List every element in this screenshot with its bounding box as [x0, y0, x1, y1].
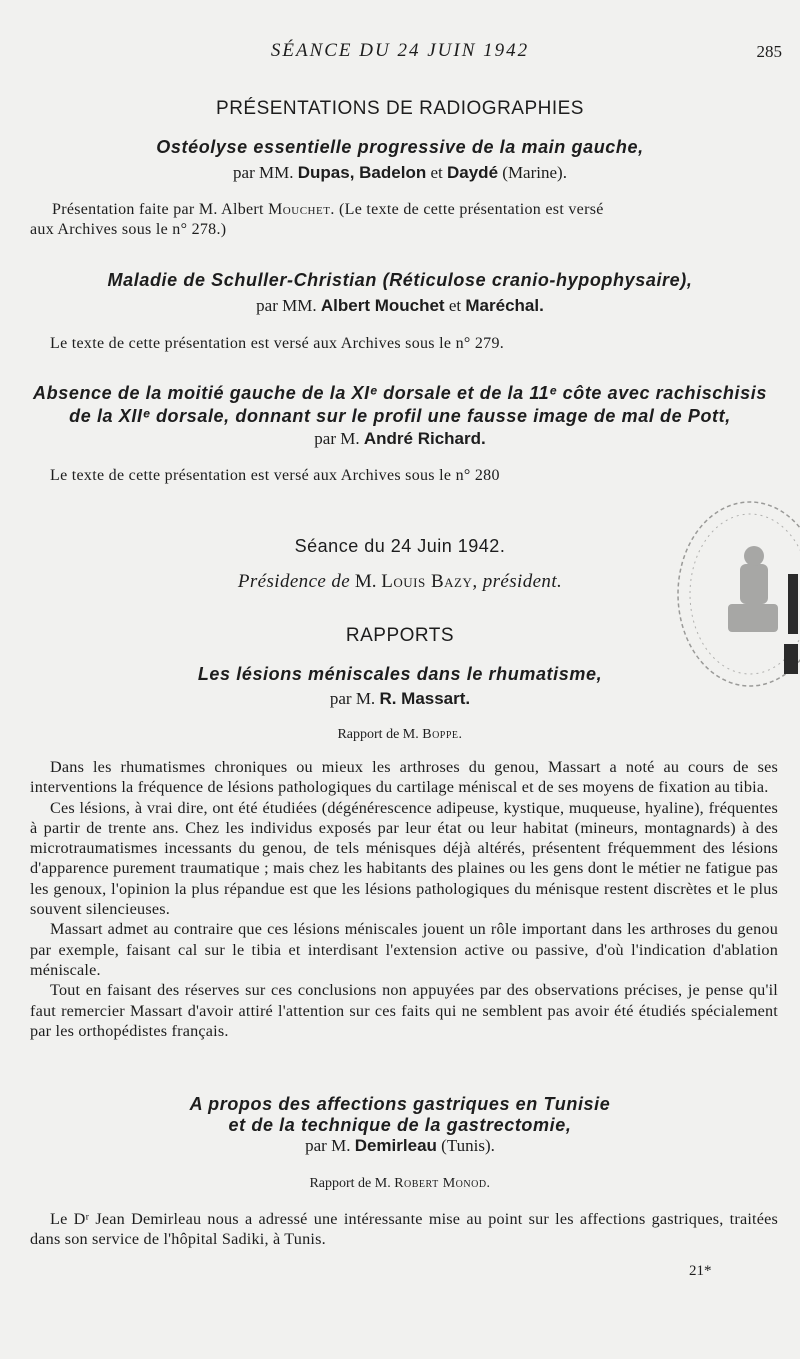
rapport-1-byline: par M. R. Massart.	[329, 689, 471, 708]
rapport-1-paragraph: Ces lésions, à vrai dire, ont été étudiées (dégénérescence adipeuse, kystique, muqueuse, hyaline), fréquentes à partir de trente ans. Chez les individus exposés par leur état ou leur habitat (mineurs, montagnards) à des microtraumatismes incessants du genou, de tels ménisques déjà altérés, présentent fréquemment des lésions d'apparence purement traumatique ; mais chez les habitants des plaines ou les gens dont le métier ne fatigue pas les genoux, l'opinion la plus répandue est que les lésions pathologiques du ménisque restent discrètes et le plus souvent silencieuses.	[30, 798, 778, 919]
presentation-1-title: Ostéolyse essentielle progressive de la main gauche,	[156, 137, 644, 157]
seance-title: Séance du 24 Juin 1942.	[294, 536, 506, 556]
rapport-1-paragraph: Massart admet au contraire que ces lésions méniscales jouent un rôle important dans les arthroses du genou par exemple, faisant cal sur le tibia et interdisant l'extension active ou passive, d'où l'indication d'ablation méniscale.	[30, 920, 778, 979]
rapport-1-paragraph: Dans les rhumatismes chroniques ou mieux les arthroses du genou, Massart a noté au cours de ses interventions la fréquence de lésions pathologiques du cartilage méniscal et de ses moyens de fixation au tibia.	[30, 758, 778, 797]
rapport-2-title-line2: et de la technique de la gastrectomie,	[228, 1115, 572, 1135]
presentation-3-title-line1: Absence de la moitié gauche de la XIᵉ dorsale et de la 11ᵉ côte avec rachischisis	[33, 383, 767, 403]
presentation-2-note: Le texte de cette présentation est versé aux Archives sous le n° 279.	[50, 335, 505, 352]
rapports-heading: RAPPORTS	[345, 625, 455, 646]
presentation-1-note: Présentation faite par M. Albert Mouchet. (Le texte de cette présentation est versé	[52, 201, 604, 218]
presentation-2-byline: par MM. Albert Mouchet et Maréchal.	[256, 296, 544, 315]
presentation-1-note-line2: aux Archives sous le n° 278.)	[30, 221, 227, 238]
presentation-1-byline: par MM. Dupas, Badelon et Daydé (Marine).	[233, 163, 567, 182]
rapport-2-paragraph: Le Dʳ Jean Demirleau nous a adressé une intéressante mise au point sur les affections gastriques, traitées dans son service de l'hôpital Sadiki, à Tunis.	[30, 1210, 778, 1249]
rapport-2-title-line1: A propos des affections gastriques en Tunisie	[189, 1094, 611, 1114]
seance-presidence: Présidence de M. Louis Bazy, président.	[237, 571, 563, 592]
presentation-3-byline: par M. André Richard.	[314, 429, 486, 448]
running-header-title: SÉANCE DU 24 JUIN 1942	[270, 40, 530, 61]
page-number: 285	[756, 42, 782, 61]
rapport-1-body	[30, 757, 778, 1041]
presentation-2-title: Maladie de Schuller-Christian (Réticulose cranio-hypophysaire),	[107, 270, 693, 290]
rapport-1-paragraph: Tout en faisant des réserves sur ces conclusions non appuyées par des observations précises, je pense qu'il faut remercier Massart d'avoir attiré l'attention sur ces faits qui ne semblent pas avoir été étudiés spécialement par les orthopédistes français.	[30, 981, 778, 1040]
rapport-2-byline: par M. Demirleau (Tunis).	[305, 1136, 495, 1155]
section-title: PRÉSENTATIONS DE RADIOGRAPHIES	[216, 98, 584, 119]
rapport-2-reporter: Rapport de M. Robert Monod.	[309, 1176, 491, 1191]
presentation-3-title-line2: de la XIIᵉ dorsale, donnant sur le profil une fausse image de mal de Pott,	[69, 406, 731, 426]
rapport-2-body	[30, 1209, 778, 1250]
signature-mark: 21*	[689, 1263, 712, 1279]
rapport-1-reporter: Rapport de M. Boppe.	[337, 727, 463, 742]
presentation-3-note: Le texte de cette présentation est versé aux Archives sous le n° 280	[50, 467, 500, 484]
rapport-1-title: Les lésions méniscales dans le rhumatisme,	[197, 664, 603, 684]
